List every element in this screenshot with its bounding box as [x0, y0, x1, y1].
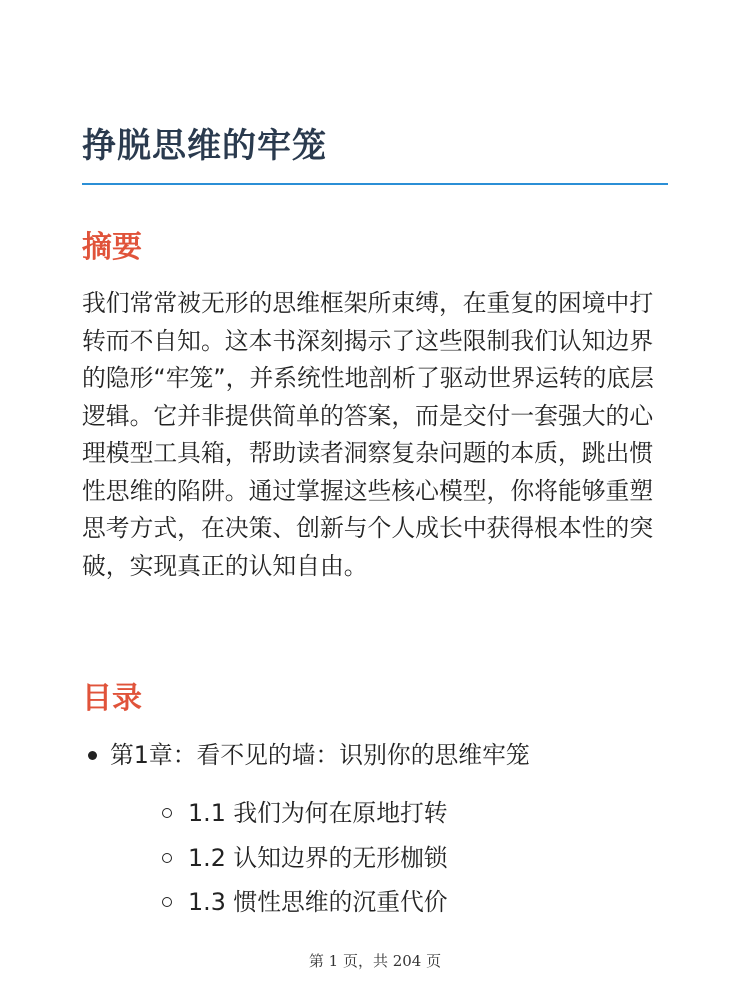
toc-section-label: 1.3 惯性思维的沉重代价	[188, 888, 448, 916]
bullet-circle-icon	[162, 897, 172, 907]
toc-section-label: 1.2 认知边界的无形枷锁	[188, 844, 448, 872]
bullet-circle-icon	[162, 808, 172, 818]
toc-heading: 目录	[82, 681, 142, 716]
abstract-heading: 摘要	[82, 230, 142, 265]
toc-section-item	[188, 840, 448, 876]
title-divider	[82, 183, 668, 185]
toc-section-item	[188, 795, 448, 831]
page-footer: 第 1 页，共 204 页	[308, 952, 442, 970]
abstract-body: 我们常常被无形的思维框架所束缚，在重复的困境中打转而不自知。这本书深刻揭示了这些限制我们认知边界的隐形“牢笼”，并系统性地剖析了驱动世界运转的底层逻辑。它并非提供简单的答案，而是交付一套强大的心理模型工具箱，帮助读者洞察复杂问题的本质，跳出惯性思维的陷阱。通过掌握这些核心模型，你将能够重塑思考方式，在决策、创新与个人成长中获得根本性的突破，实现真正的认知自由。	[82, 289, 654, 580]
toc-section-label: 1.1 我们为何在原地打转	[188, 799, 448, 827]
bullet-disc-icon	[88, 751, 97, 760]
document-title: 挣脱思维的牢笼	[82, 126, 327, 166]
toc-section-item	[188, 884, 448, 920]
bullet-circle-icon	[162, 853, 172, 863]
toc-chapter-label: 第1章：看不见的墙：识别你的思维牢笼	[110, 741, 530, 769]
toc-chapter-item	[110, 737, 530, 773]
